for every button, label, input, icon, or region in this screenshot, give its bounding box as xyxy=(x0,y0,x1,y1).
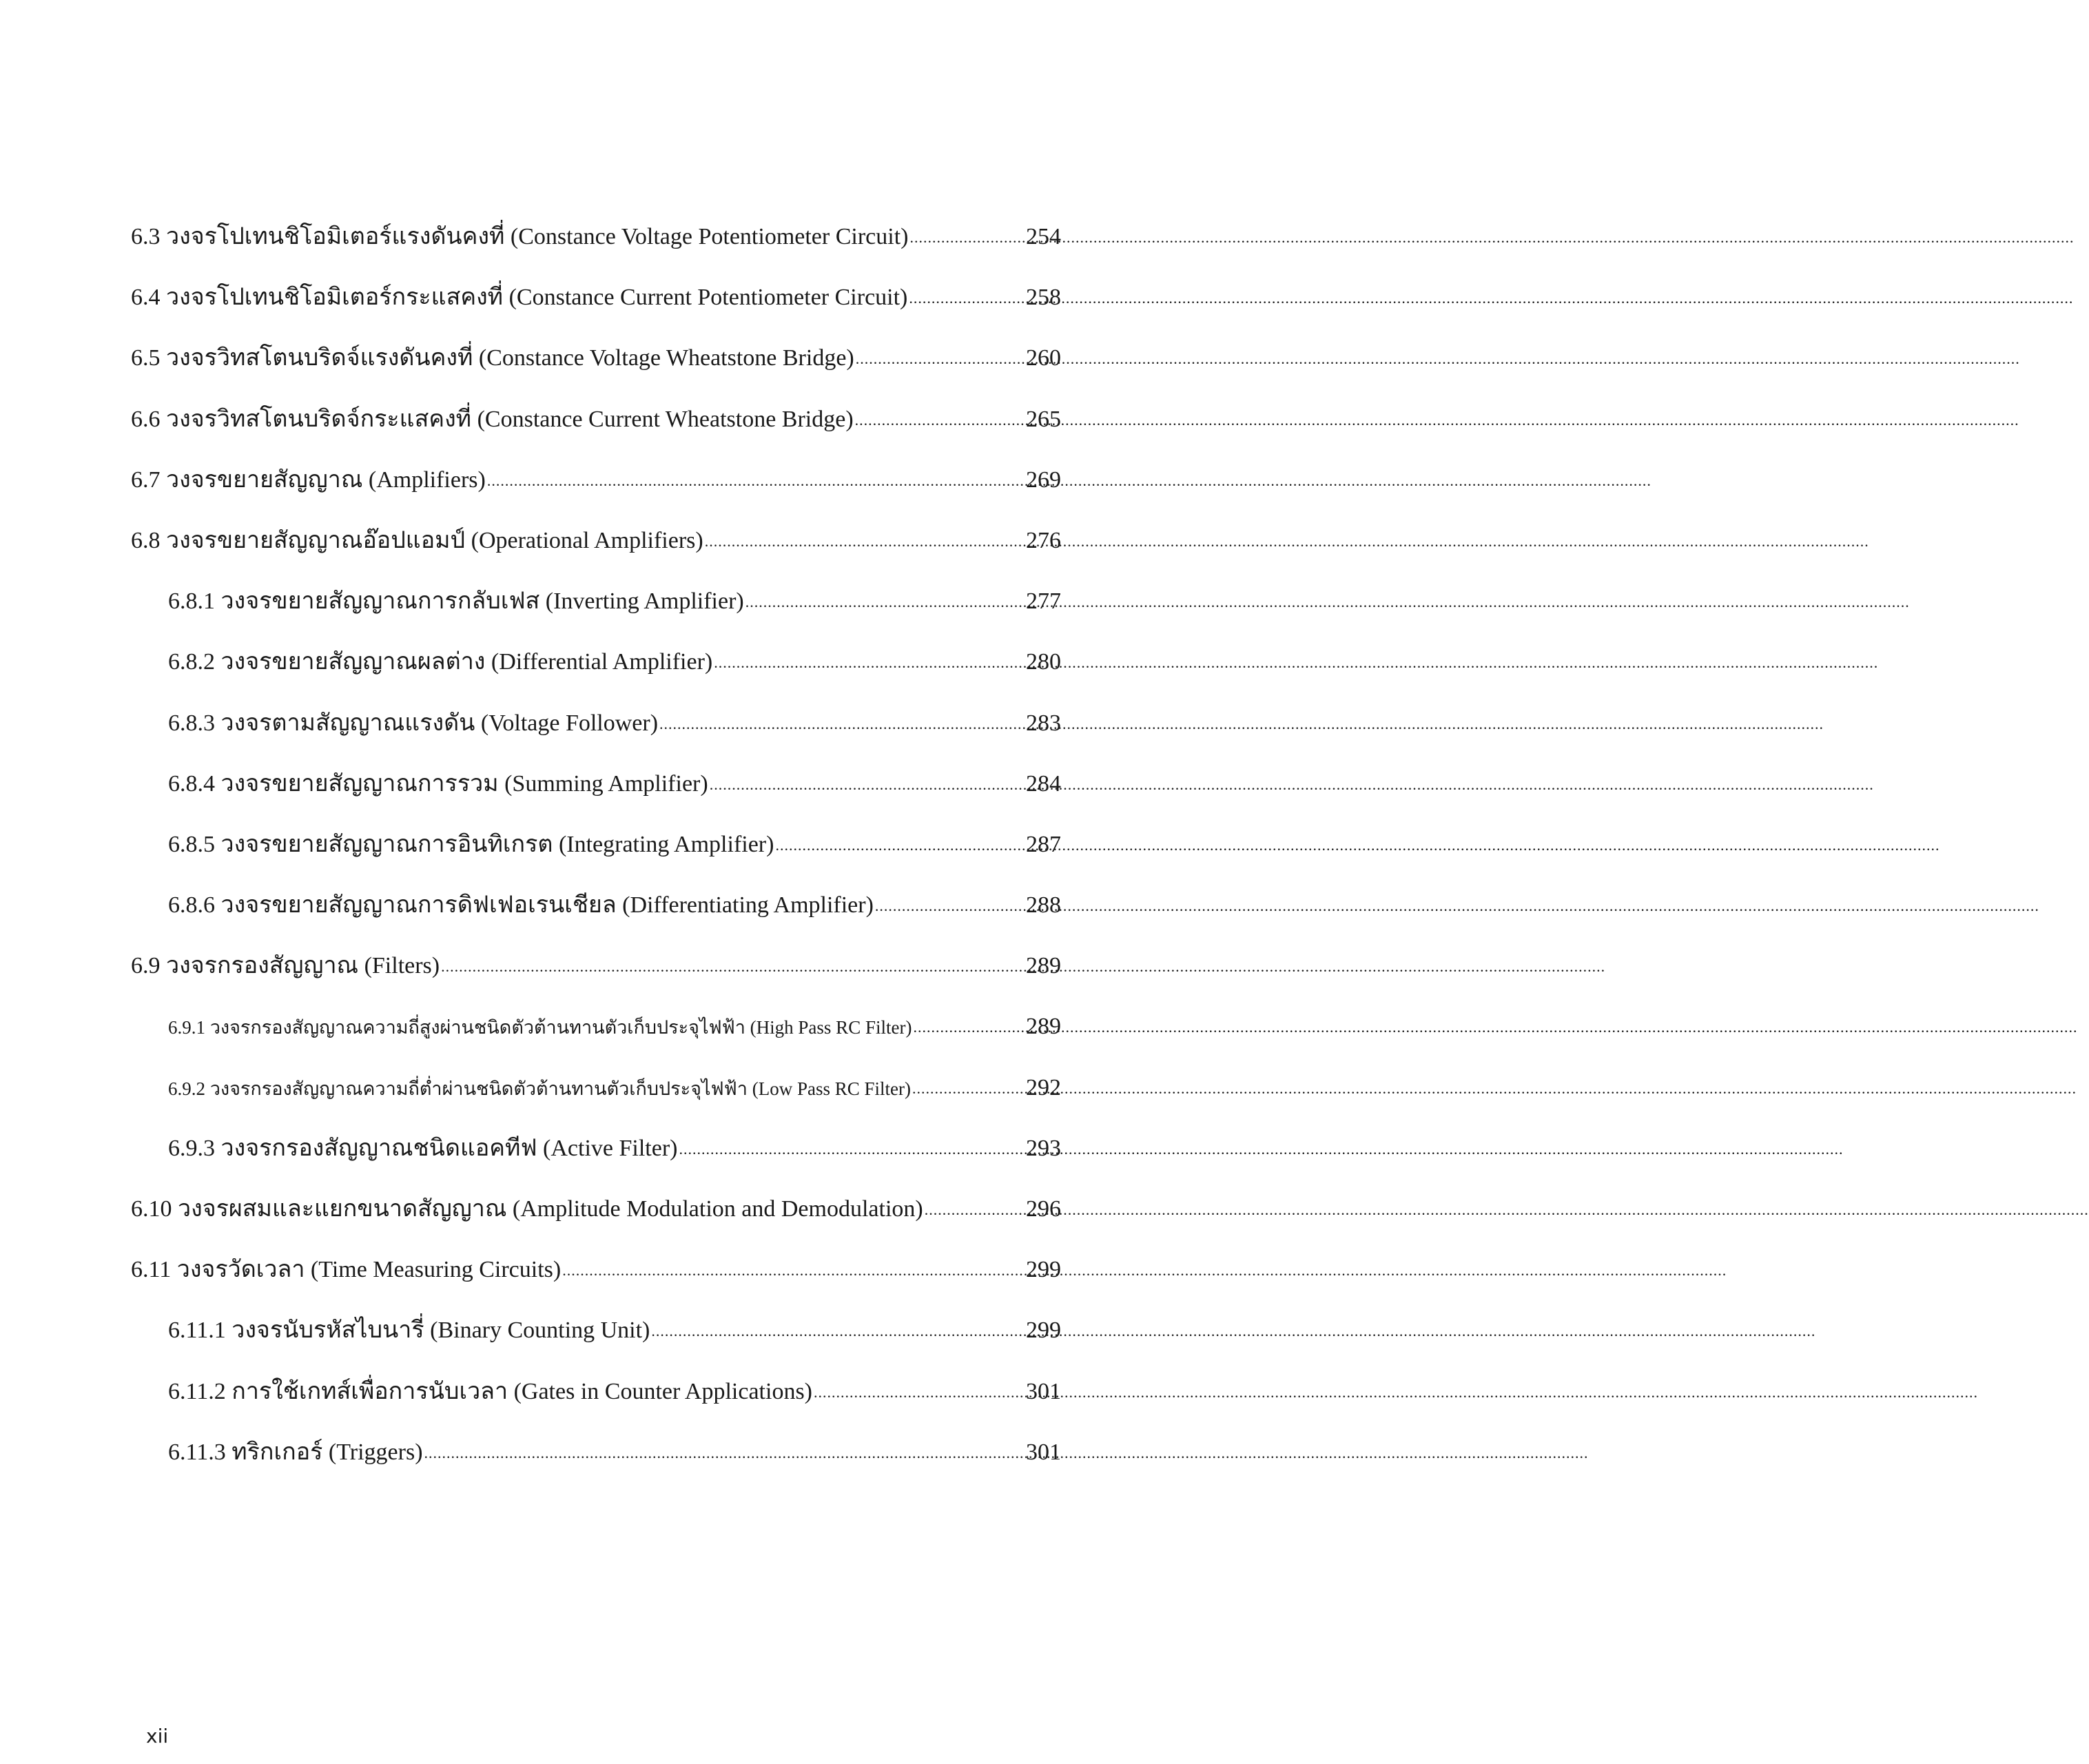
dot-leader xyxy=(651,1311,1020,1349)
dot-leader xyxy=(856,339,1020,377)
toc-entry-page: 288 xyxy=(1026,892,1061,919)
toc-entry-6-9-2[interactable] xyxy=(131,1070,1061,1131)
dot-leader xyxy=(424,1433,1020,1471)
dot-leader xyxy=(925,1190,1020,1228)
toc-entry-title: 6.11.2 การใช้เกทส์เพื่อการนับเวลา (Gates in Counter Applications) xyxy=(168,1378,812,1404)
dot-leader xyxy=(912,1069,1020,1107)
toc-entry-title: 6.8.1 วงจรขยายสัญญาณการกลับเฟส (Inverting Amplifier) xyxy=(168,588,744,615)
toc-entry-6-3[interactable] xyxy=(131,219,1061,280)
toc-entry-page: 258 xyxy=(1026,285,1061,311)
toc-entry-title: 6.10 วงจรผสมและแยกขนาดสัญญาณ (Amplitude Modulation and Demodulation) xyxy=(131,1196,923,1222)
toc-entry-page: 292 xyxy=(1026,1074,1061,1100)
toc-entry-title: 6.8.2 วงจรขยายสัญญาณผลต่าง (Differential Amplifier) xyxy=(168,649,713,675)
dot-leader xyxy=(659,704,1020,742)
toc-entry-6-8-6[interactable] xyxy=(131,888,1061,948)
page-number: xii xyxy=(146,1725,169,1747)
toc-entry-title: 6.8.6 วงจรขยายสัญญาณการดิฟเฟอเรนเชียล (Differentiating Amplifier) xyxy=(168,892,874,919)
dot-leader xyxy=(875,886,1020,924)
toc-entry-page: 260 xyxy=(1026,345,1061,371)
toc-entry-page: 287 xyxy=(1026,831,1061,857)
dot-leader xyxy=(714,643,1020,681)
toc-entry-page: 280 xyxy=(1026,649,1061,675)
toc-entry-6-9-3[interactable] xyxy=(131,1131,1061,1191)
toc-entry-6-11-3[interactable] xyxy=(131,1435,1061,1495)
toc-entry-title: 6.7 วงจรขยายสัญญาณ (Amplifiers) xyxy=(131,466,486,493)
toc-entry-6-8-1[interactable] xyxy=(131,584,1061,644)
toc-entry-page: 269 xyxy=(1026,466,1061,493)
toc-entry-6-9[interactable] xyxy=(131,948,1061,1009)
dot-leader xyxy=(909,278,1020,316)
toc-entry-page: 289 xyxy=(1026,1014,1061,1040)
toc-entry-page: 265 xyxy=(1026,406,1061,432)
toc-entry-title: 6.4 วงจรโปเทนชิโอมิเตอร์กระแสคงที่ (Constance Current Potentiometer Circuit) xyxy=(131,285,908,311)
toc-entry-6-11[interactable] xyxy=(131,1252,1061,1313)
table-of-contents xyxy=(131,219,1061,1495)
toc-entry-title: 6.8.5 วงจรขยายสัญญาณการอินทิเกรต (Integrating Amplifier) xyxy=(168,831,774,857)
toc-entry-title: 6.8.4 วงจรขยายสัญญาณการรวม (Summing Amplifier) xyxy=(168,770,708,797)
toc-entry-6-6[interactable] xyxy=(131,402,1061,462)
toc-entry-page: 254 xyxy=(1026,224,1061,249)
toc-entry-title: 6.9.3 วงจรกรองสัญญาณชนิดแอคทีฟ (Active Filter) xyxy=(168,1135,678,1161)
dot-leader xyxy=(855,400,1020,438)
toc-entry-title: 6.5 วงจรวิทสโตนบริดจ์แรงดันคงที่ (Constance Voltage Wheatstone Bridge) xyxy=(131,345,854,371)
toc-entry-page: 289 xyxy=(1026,953,1061,979)
dot-leader xyxy=(745,582,1020,620)
toc-entry-title: 6.11 วงจรวัดเวลา (Time Measuring Circuits) xyxy=(131,1257,562,1283)
toc-entry-6-8-4[interactable] xyxy=(131,766,1061,827)
toc-entry-6-8-2[interactable] xyxy=(131,644,1061,705)
toc-entry-page: 301 xyxy=(1026,1378,1061,1404)
dot-leader xyxy=(679,1129,1020,1167)
toc-entry-6-4[interactable] xyxy=(131,280,1061,340)
toc-entry-page: 276 xyxy=(1026,527,1061,553)
toc-entry-title: 6.8.3 วงจรตามสัญญาณแรงดัน (Voltage Follower) xyxy=(168,710,659,736)
dot-leader xyxy=(775,825,1020,863)
toc-entry-page: 296 xyxy=(1026,1196,1061,1222)
toc-entry-6-8-3[interactable] xyxy=(131,706,1061,766)
dot-leader xyxy=(913,1007,1020,1045)
toc-entry-6-7[interactable] xyxy=(131,462,1061,523)
toc-entry-6-8[interactable] xyxy=(131,523,1061,584)
dot-leader xyxy=(441,947,1020,985)
toc-entry-page: 299 xyxy=(1026,1317,1061,1344)
toc-entry-title: 6.11.3 ทริกเกอร์ (Triggers) xyxy=(168,1439,423,1465)
toc-entry-title: 6.9 วงจรกรองสัญญาณ (Filters) xyxy=(131,953,440,979)
toc-entry-6-11-2[interactable] xyxy=(131,1374,1061,1435)
toc-entry-title: 6.8 วงจรขยายสัญญาณอ๊อปแอมป์ (Operational Amplifiers) xyxy=(131,527,703,553)
dot-leader xyxy=(814,1373,1020,1411)
toc-entry-page: 299 xyxy=(1026,1257,1061,1283)
dot-leader xyxy=(562,1251,1020,1289)
toc-entry-page: 293 xyxy=(1026,1135,1061,1161)
toc-entry-page: 301 xyxy=(1026,1439,1061,1465)
toc-entry-title: 6.11.1 วงจรนับรหัสไบนารี่ (Binary Counting Unit) xyxy=(168,1317,650,1344)
toc-entry-page: 283 xyxy=(1026,710,1061,736)
dot-leader xyxy=(909,218,1020,256)
toc-entry-6-8-5[interactable] xyxy=(131,827,1061,888)
toc-entry-6-11-1[interactable] xyxy=(131,1313,1061,1373)
dot-leader xyxy=(705,522,1020,560)
toc-entry-title: 6.9.2 วงจรกรองสัญญาณความถี่ต่ำผ่านชนิดตัวต้านทานตัวเก็บประจุไฟฟ้า (Low Pass RC Filter) xyxy=(168,1078,911,1099)
toc-entry-6-9-1[interactable] xyxy=(131,1009,1061,1069)
dot-leader xyxy=(710,765,1020,803)
dot-leader xyxy=(487,461,1020,499)
toc-entry-page: 277 xyxy=(1026,588,1061,615)
toc-entry-title: 6.9.1 วงจรกรองสัญญาณความถี่สูงผ่านชนิดตัวต้านทานตัวเก็บประจุไฟฟ้า (High Pass RC Filter) xyxy=(168,1017,912,1038)
toc-entry-title: 6.3 วงจรโปเทนชิโอมิเตอร์แรงดันคงที่ (Constance Voltage Potentiometer Circuit) xyxy=(131,224,909,249)
toc-entry-6-5[interactable] xyxy=(131,340,1061,401)
toc-entry-title: 6.6 วงจรวิทสโตนบริดจ์กระแสคงที่ (Constance Current Wheatstone Bridge) xyxy=(131,406,854,432)
toc-entry-page: 284 xyxy=(1026,770,1061,797)
toc-entry-6-10[interactable] xyxy=(131,1191,1061,1252)
